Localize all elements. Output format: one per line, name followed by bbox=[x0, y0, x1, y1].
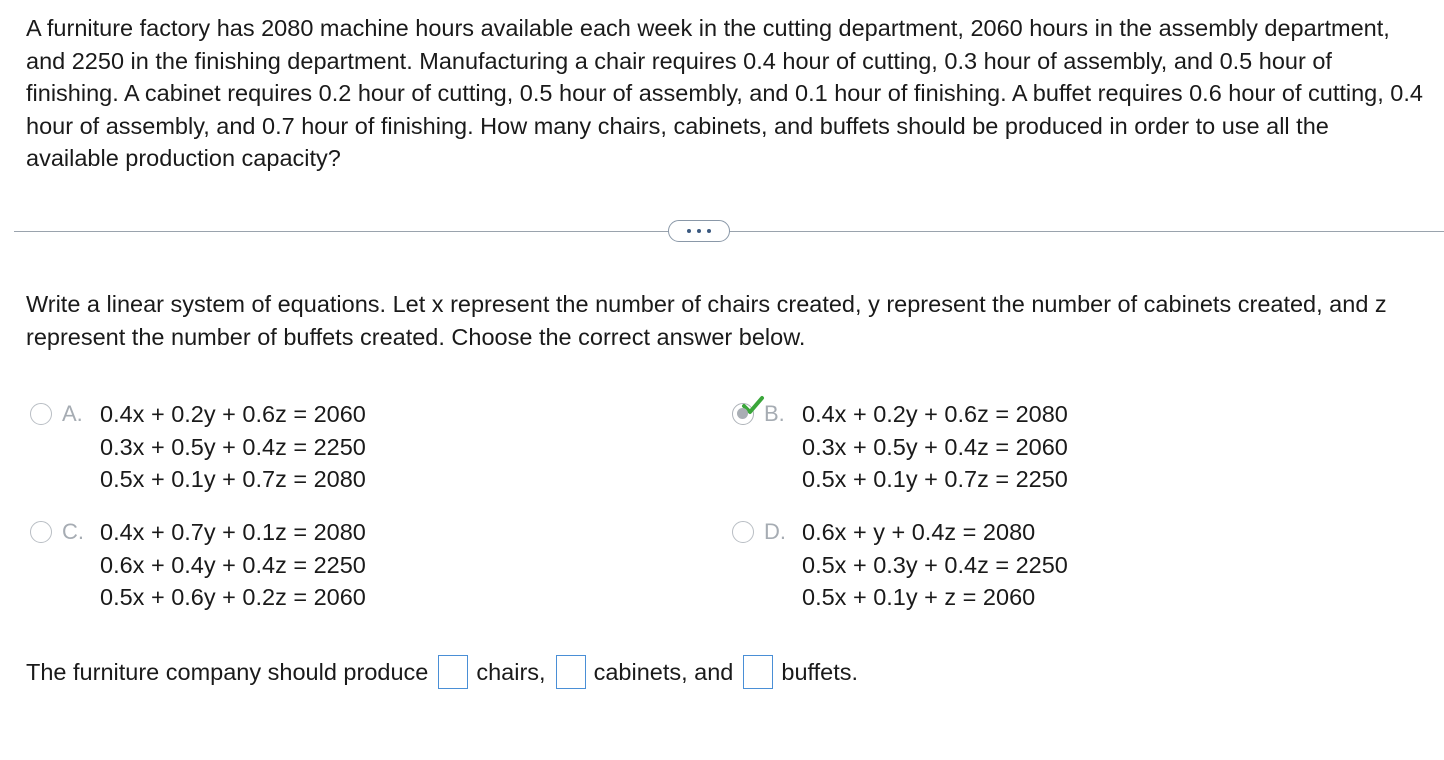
show-more-button[interactable] bbox=[668, 220, 730, 242]
option-b-radio[interactable] bbox=[732, 403, 754, 425]
option-b-equations bbox=[802, 398, 1068, 496]
answer-prefix: The furniture company should produce bbox=[26, 659, 429, 685]
equation: 0.5x + 0.1y + 0.7z = 2080 bbox=[100, 466, 366, 492]
equation: 0.6x + y + 0.4z = 2080 bbox=[802, 519, 1036, 545]
ellipsis-icon bbox=[687, 229, 691, 233]
option-a-letter: A. bbox=[62, 401, 83, 426]
option-c[interactable] bbox=[30, 516, 366, 614]
answer-sentence bbox=[26, 654, 858, 690]
equation: 0.5x + 0.1y + z = 2060 bbox=[802, 584, 1036, 610]
ellipsis-icon bbox=[697, 229, 701, 233]
ellipsis-icon bbox=[707, 229, 711, 233]
option-d[interactable] bbox=[732, 516, 1068, 614]
option-d-radio[interactable] bbox=[732, 521, 754, 543]
problem-statement: A furniture factory has 2080 machine hours available each week in the cutting department, 2060 hours in the assembly department, and 2250 in the finishing department. Manufacturing a chair requires 0.4 hour of cutting, 0.3 hour of assembly, and 0.5 hour of finishing. A cabinet requires 0.2 hour of cutting, 0.5 hour of assembly, and 0.1 hour of finishing. A buffet requires 0.6 hour of cutting, 0.4 hour of assembly, and 0.7 hour of finishing. How many chairs, cabinets, and buffets should be produced in order to use all the available production capacity? bbox=[26, 15, 1423, 171]
option-c-equations bbox=[100, 516, 366, 614]
equation: 0.5x + 0.1y + 0.7z = 2250 bbox=[802, 466, 1068, 492]
cabinets-input[interactable] bbox=[556, 655, 586, 689]
equation: 0.3x + 0.5y + 0.4z = 2250 bbox=[100, 433, 366, 460]
equation: 0.6x + 0.4y + 0.4z = 2250 bbox=[100, 551, 366, 578]
equation: 0.4x + 0.2y + 0.6z = 2080 bbox=[802, 401, 1068, 427]
buffets-label: buffets. bbox=[781, 659, 859, 685]
chairs-label: chairs, bbox=[476, 659, 546, 685]
equation: 0.5x + 0.6y + 0.2z = 2060 bbox=[100, 584, 366, 610]
chairs-input[interactable] bbox=[438, 655, 468, 689]
equation: 0.4x + 0.2y + 0.6z = 2060 bbox=[100, 401, 366, 427]
option-b-letter: B. bbox=[764, 401, 785, 426]
option-c-radio[interactable] bbox=[30, 521, 52, 543]
equation: 0.3x + 0.5y + 0.4z = 2060 bbox=[802, 433, 1068, 460]
equation: 0.5x + 0.3y + 0.4z = 2250 bbox=[802, 551, 1068, 578]
option-c-letter: C. bbox=[62, 519, 84, 544]
option-a-equations bbox=[100, 398, 366, 496]
equation: 0.4x + 0.7y + 0.1z = 2080 bbox=[100, 519, 366, 545]
option-d-letter: D. bbox=[764, 519, 786, 544]
cabinets-label: cabinets, and bbox=[593, 659, 734, 685]
correct-check-icon bbox=[742, 395, 764, 415]
option-d-equations bbox=[802, 516, 1068, 614]
buffets-input[interactable] bbox=[743, 655, 773, 689]
option-a-radio[interactable] bbox=[30, 403, 52, 425]
option-a[interactable] bbox=[30, 398, 366, 496]
option-b[interactable] bbox=[732, 398, 1068, 496]
question-prompt: Write a linear system of equations. Let x represent the number of chairs created, y represent the number of cabinets created, and z represent the number of buffets created. Choose the correct answer below. bbox=[26, 291, 1387, 350]
